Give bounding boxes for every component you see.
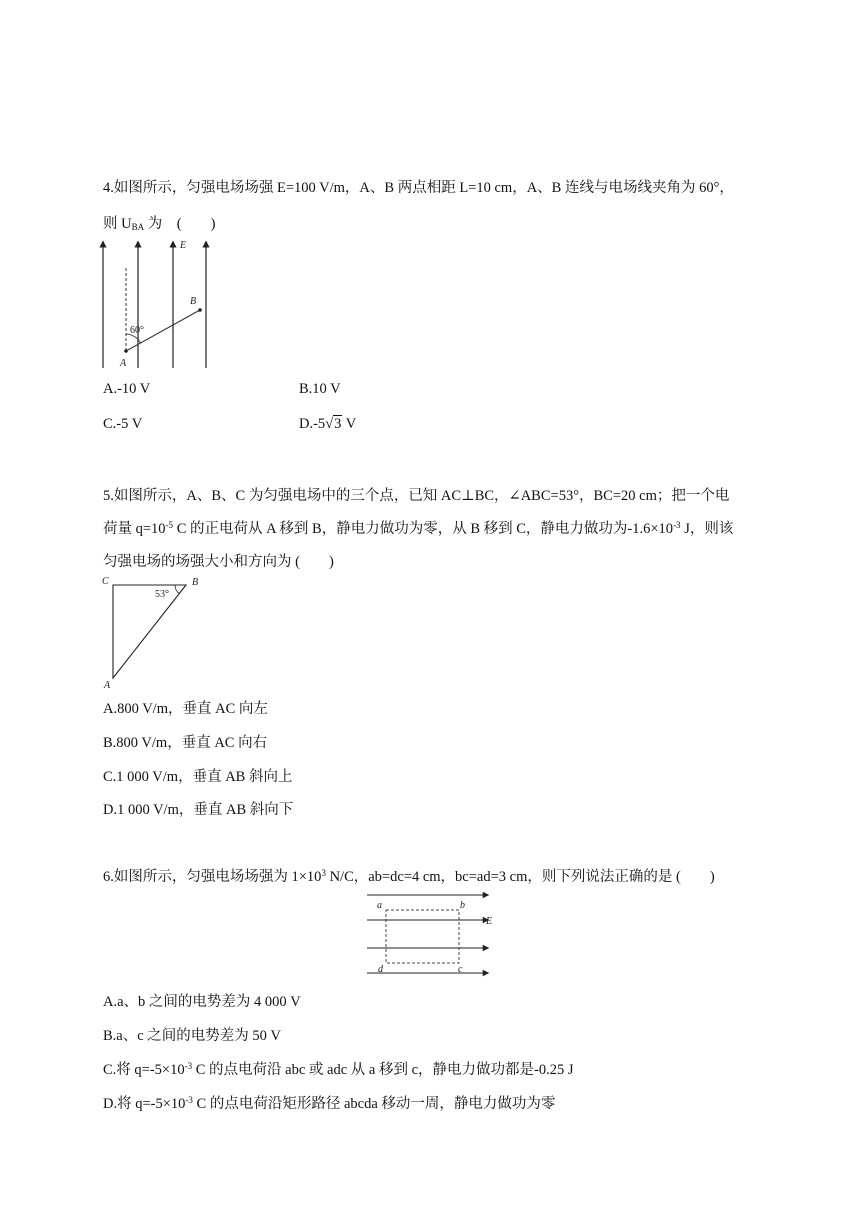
point-B	[198, 308, 202, 312]
q5-stem-text-a: 荷量 q=10	[103, 521, 166, 537]
label-c: c	[458, 964, 463, 975]
q4-option-D-prefix: D.-5	[299, 416, 326, 432]
q4-option-C: C.-5 V	[103, 416, 143, 432]
q5-stem-line3: 匀强电场的场强大小和方向为 ( )	[103, 554, 334, 570]
q6-option-A: A.a、b 之间的电势差为 4 000 V	[103, 994, 301, 1010]
q6-option-D-sup: -3	[185, 1095, 193, 1105]
q4-figure	[96, 236, 214, 370]
q6-option-C	[103, 1058, 574, 1079]
q6-option-D-text-b: C 的点电荷沿矩形路径 abcda 移动一周，静电力做功为零	[192, 1096, 556, 1112]
q6-option-D-text-a: D.将 q=-5×10	[103, 1096, 186, 1112]
q6-option-C-text-a: C.将 q=-5×10	[103, 1062, 185, 1078]
label-A: A	[120, 358, 127, 369]
label-E: E	[486, 916, 493, 927]
label-B: B	[190, 296, 197, 307]
q5-figure	[100, 572, 210, 690]
q4-option-A: A.-10 V	[103, 381, 151, 397]
rectangle-abcd	[386, 910, 459, 963]
q6-figure	[362, 888, 498, 980]
q6-option-C-text-b: C 的点电荷沿 abc 或 adc 从 a 移到 c，静电力做功都是-0.25 J	[192, 1062, 574, 1078]
q6-stem-text-a: 6.如图所示，匀强电场场强为 1×10	[103, 869, 322, 885]
q5-stem-text-c: J，则该	[680, 521, 734, 537]
q4-stem-bracket: 为 ( )	[144, 216, 216, 232]
triangle-ABC	[113, 585, 186, 678]
q4-stem-line1: 4.如图所示，匀强电场场强 E=100 V/m，A、B 两点相距 L=10 cm，A、B 连线与电场线夹角为 60°，	[103, 180, 734, 196]
label-A: A	[104, 680, 111, 691]
label-b: b	[460, 900, 465, 911]
q5-option-B: B.800 V/m，垂直 AC 向右	[103, 735, 268, 751]
sqrt-radicand: 3	[334, 416, 342, 432]
q5-sup-1: -5	[165, 520, 174, 530]
q5-stem-line2	[103, 517, 733, 538]
q5-option-C: C.1 000 V/m，垂直 AB 斜向上	[103, 769, 293, 785]
q6-option-D	[103, 1092, 555, 1113]
label-C: C	[102, 576, 109, 587]
q4-stem-line2	[103, 212, 215, 233]
sqrt-symbol: √3	[325, 416, 342, 432]
q5-option-A: A.800 V/m，垂直 AC 向左	[103, 701, 268, 717]
q4-option-D-unit: V	[342, 416, 357, 432]
q5-sup-2: -3	[673, 520, 681, 530]
label-angle: 60°	[130, 325, 144, 336]
q5-stem-text-b: C 的正电荷从 A 移到 B，静电力做功为零，从 B 移到 C，静电力做功为-1.6×10	[173, 521, 674, 537]
q6-option-C-sup: -3	[184, 1061, 193, 1071]
q4-stem-text: 则 U	[103, 216, 132, 232]
angle-arc-B	[175, 585, 180, 594]
q6-sup: 3	[321, 868, 326, 878]
label-a: a	[377, 900, 382, 911]
q6-stem-text-b: N/C，ab=dc=4 cm，bc=ad=3 cm，则下列说法正确的是 ( )	[325, 869, 715, 885]
point-A	[124, 349, 128, 353]
q4-option-B: B.10 V	[299, 381, 341, 397]
q4-subscript: BA	[131, 222, 145, 232]
q6-option-B: B.a、c 之间的电势差为 50 V	[103, 1028, 282, 1044]
q4-option-D	[299, 416, 356, 433]
q5-stem-line1: 5.如图所示，A、B、C 为匀强电场中的三个点，已知 AC⊥BC，∠ABC=53°，BC=20 cm；把一个电	[103, 488, 730, 504]
label-angle: 53°	[155, 589, 169, 600]
q5-option-D: D.1 000 V/m，垂直 AB 斜向下	[103, 802, 294, 818]
q6-stem	[103, 865, 715, 886]
label-d: d	[378, 964, 383, 975]
label-B: B	[192, 577, 199, 588]
label-E: E	[180, 240, 187, 251]
